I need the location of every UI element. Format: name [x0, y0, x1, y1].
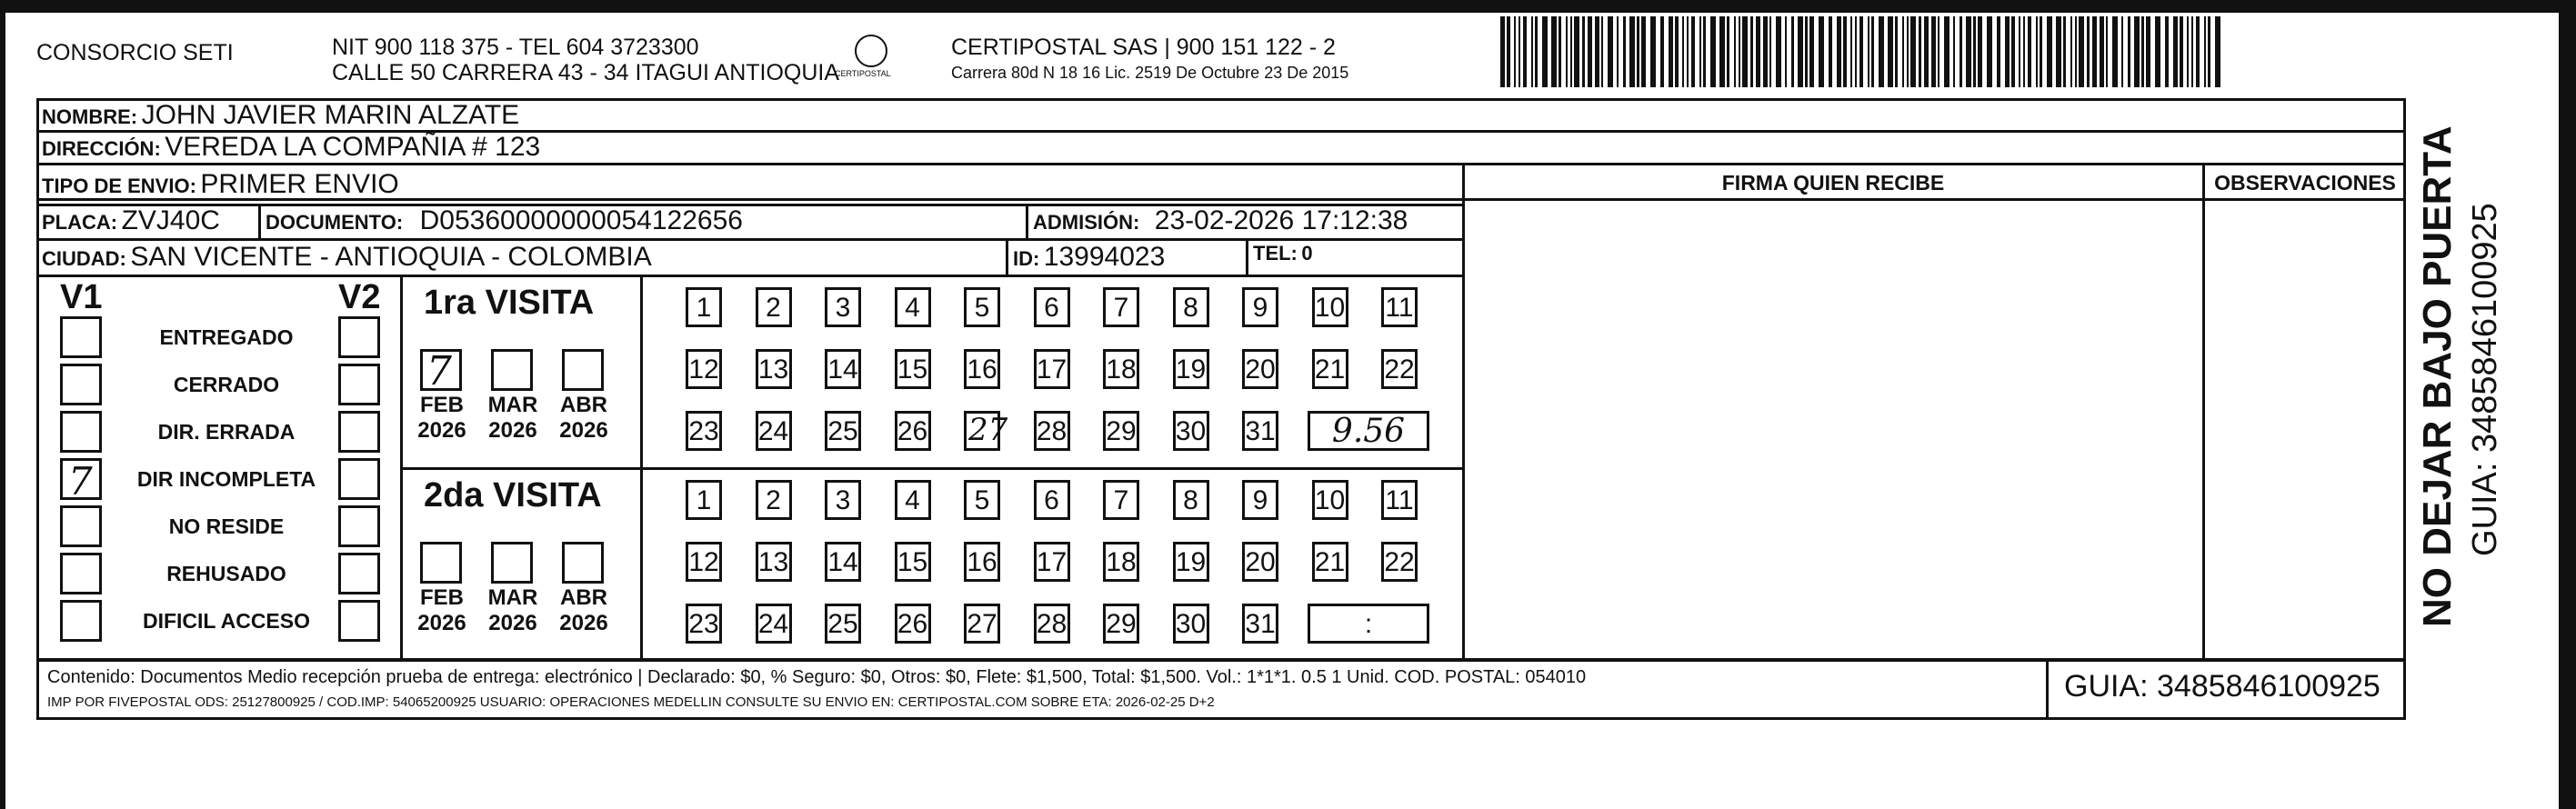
barcode-bar	[1859, 16, 1863, 87]
day-box[interactable]: 26	[895, 604, 931, 644]
left-border	[0, 13, 5, 809]
barcode-bar	[1888, 16, 1893, 87]
barcode-bar	[1601, 16, 1603, 87]
day-box[interactable]: 21	[1312, 542, 1348, 582]
handwritten-mark: 7	[68, 459, 93, 504]
day-box[interactable]: 8	[1173, 480, 1209, 520]
time-value: 9.56	[1331, 413, 1406, 450]
barcode-bar	[1734, 16, 1736, 87]
barcode-bar	[1805, 16, 1808, 87]
barcode-bar	[1637, 16, 1639, 87]
month-name: FEB	[420, 393, 464, 417]
day-box[interactable]: 11	[1381, 287, 1418, 327]
barcode-bar	[1819, 16, 1824, 87]
day-box[interactable]: 16	[964, 542, 1000, 582]
time-value: :	[1364, 609, 1373, 639]
day-box[interactable]: 14	[825, 349, 861, 389]
barcode-bar	[1868, 16, 1869, 87]
day-box[interactable]: 1	[686, 480, 722, 520]
barcode-bar	[1710, 16, 1716, 87]
observaciones-header: OBSERVACIONES	[2214, 171, 2396, 195]
top-border	[0, 0, 2576, 13]
handwritten-mark: 27	[968, 412, 1008, 448]
day-box[interactable]: 12	[686, 349, 722, 389]
day-box[interactable]: 9	[1242, 480, 1278, 520]
day-box[interactable]: 23	[686, 604, 722, 644]
time-box[interactable]	[1308, 411, 1429, 451]
barcode-bar	[1650, 16, 1656, 87]
barcode-bar	[2155, 16, 2160, 87]
day-box[interactable]: 6	[1034, 287, 1070, 327]
col-divider	[258, 204, 261, 240]
barcode-bar	[1798, 16, 1803, 87]
day-box[interactable]: 26	[895, 411, 931, 451]
barcode-bar	[1809, 16, 1814, 87]
day-box[interactable]: 5	[964, 480, 1000, 520]
day-box[interactable]: 20	[1242, 349, 1278, 389]
day-box[interactable]: 12	[686, 542, 722, 582]
barcode-bar	[1837, 16, 1841, 87]
barcode-bar	[1582, 16, 1585, 87]
tel-field	[1253, 242, 1313, 265]
barcode-bar	[1895, 16, 1898, 87]
barcode-bar	[2056, 16, 2061, 87]
barcode-bar	[1843, 16, 1847, 87]
day-box[interactable]: 28	[1034, 411, 1070, 451]
v2-checkbox[interactable]	[338, 505, 380, 547]
barcode-bar	[2112, 16, 2118, 87]
barcode-bar	[1669, 16, 1673, 87]
nombre-field	[42, 100, 519, 131]
day-box[interactable]: 13	[756, 542, 792, 582]
day-box[interactable]: 3	[825, 287, 861, 327]
month-label	[413, 393, 471, 444]
day-box[interactable]: 27	[964, 604, 1000, 644]
second-visit-title: 2da VISITA	[424, 476, 602, 514]
barcode-bar	[1997, 16, 2000, 87]
handwritten-mark: 7	[426, 348, 452, 395]
barcode-bar	[1960, 16, 1962, 87]
month-label	[555, 585, 613, 636]
day-box[interactable]: 7	[1103, 287, 1139, 327]
barcode-bar	[1608, 16, 1613, 87]
direccion-value: VEREDA LA COMPAÑIA # 123	[165, 132, 541, 162]
barcode-bar	[1944, 16, 1950, 87]
day-box[interactable]: 19	[1173, 542, 1209, 582]
day-box[interactable]: 20	[1242, 542, 1278, 582]
barcode-bar	[1623, 16, 1626, 87]
barcode-bar	[1595, 16, 1599, 87]
direccion-label: DIRECCIÓN:	[42, 137, 161, 160]
day-box[interactable]: 4	[895, 480, 931, 520]
barcode-bar	[1531, 16, 1533, 87]
tipo-label: TIPO DE ENVIO:	[42, 175, 196, 197]
day-box[interactable]: 10	[1312, 287, 1348, 327]
barcode-bar	[1829, 16, 1832, 87]
barcode-bar	[1978, 16, 1982, 87]
day-box[interactable]: 6	[1034, 480, 1070, 520]
barcode-bar	[2092, 16, 2097, 87]
barcode-bar	[1966, 16, 1971, 87]
barcode-bar	[2106, 16, 2108, 87]
ciudad-field	[42, 242, 652, 273]
admision-label: ADMISIÓN:	[1033, 211, 1140, 234]
v2-checkbox[interactable]	[338, 316, 380, 358]
month-year: 2026	[488, 418, 537, 443]
day-box[interactable]: 17	[1034, 542, 1070, 582]
month-year: 2026	[559, 418, 608, 443]
barcode-bar	[1910, 16, 1916, 87]
status-label: DIR. ERRADA	[157, 420, 296, 444]
barcode-bar	[1973, 16, 1976, 87]
barcode-bar	[1514, 16, 1516, 87]
barcode-bar	[2191, 16, 2193, 87]
barcode-bar	[1629, 16, 1635, 87]
imp-text: IMP POR FIVEPOSTAL ODS: 25127800925 / COD.IMP: 54065200925 USUARIO: OPERACIONES MEDELLIN CONSULTE SU ENVIO EN: CERTIPOSTAL.COM SOBRE ETA: 2026-02-25 D+2	[47, 694, 1215, 710]
barcode-bar	[1559, 16, 1561, 87]
day-box[interactable]: 14	[825, 542, 861, 582]
month-checkbox[interactable]	[420, 348, 462, 395]
barcode-bar	[2079, 16, 2084, 87]
month-label	[555, 393, 613, 444]
id-field	[1013, 242, 1165, 273]
barcode-bar	[2121, 16, 2123, 87]
month-year: 2026	[417, 611, 466, 635]
day-box[interactable]: 13	[756, 349, 792, 389]
barcode-bar	[2165, 16, 2169, 87]
ciudad-value: SAN VICENTE - ANTIOQUIA - COLOMBIA	[130, 242, 652, 272]
day-box[interactable]: 7	[1103, 480, 1139, 520]
barcode-bar	[2187, 16, 2189, 87]
month-checkbox[interactable]	[491, 349, 533, 391]
company-name: CONSORCIO SETI	[36, 40, 234, 65]
v1-label: V1	[60, 278, 103, 316]
documento-value: D05360000000054122656	[419, 205, 743, 235]
day-box[interactable]: 25	[825, 604, 861, 644]
barcode-bar	[1879, 16, 1884, 87]
month-year: 2026	[488, 611, 537, 635]
row-divider	[36, 163, 2406, 165]
day-box[interactable]: 17	[1034, 349, 1070, 389]
license-line: Carrera 80d N 18 16 Lic. 2519 De Octubre 23 De 2015	[951, 64, 1349, 82]
admision-field	[1033, 205, 1408, 236]
id-label: ID:	[1013, 247, 1040, 270]
col-divider	[1026, 204, 1028, 240]
v2-label: V2	[338, 278, 381, 316]
barcode-bar	[2128, 16, 2130, 87]
row-divider	[36, 275, 1464, 277]
firma-header: FIRMA QUIEN RECIBE	[1721, 171, 1945, 195]
barcode-bar	[1703, 16, 1706, 87]
barcode-bar	[1699, 16, 1701, 87]
barcode-bar	[1551, 16, 1557, 87]
courier-line: CERTIPOSTAL SAS | 900 151 122 - 2	[951, 35, 1336, 60]
barcode-bar	[1750, 16, 1753, 87]
barcode-bar	[1570, 16, 1572, 87]
barcode-bar	[2005, 16, 2010, 87]
tipo-value: PRIMER ENVIO	[200, 169, 399, 199]
status-label: DIFICIL ACCESO	[142, 609, 310, 633]
col-divider	[2202, 164, 2205, 662]
barcode-bar	[1742, 16, 1748, 87]
nit-line: NIT 900 118 375 - TEL 604 3723300	[332, 35, 699, 60]
barcode-bar	[1987, 16, 1992, 87]
barcode-bar	[1523, 16, 1527, 87]
status-label: CERRADO	[173, 373, 280, 396]
barcode-bar	[1682, 16, 1684, 87]
nombre-label: NOMBRE:	[42, 105, 138, 128]
day-box[interactable]: 15	[895, 349, 931, 389]
tipo-field	[42, 169, 399, 200]
status-label: NO RESIDE	[168, 514, 285, 538]
v2-checkbox[interactable]	[338, 411, 380, 453]
barcode-bar	[1776, 16, 1781, 87]
side-guia: GUIA: 3485846100925	[2466, 203, 2504, 556]
barcode-bar	[1675, 16, 1679, 87]
certipostal-logo-icon	[855, 35, 887, 67]
barcode-bar	[1919, 16, 1921, 87]
documento-field	[266, 205, 743, 236]
barcode-bar	[1617, 16, 1619, 87]
barcode-bar	[1588, 16, 1592, 87]
barcode-bar	[1902, 16, 1904, 87]
day-box[interactable]: 8	[1173, 287, 1209, 327]
day-box[interactable]: 1	[686, 287, 722, 327]
barcode-bar	[1691, 16, 1695, 87]
placa-value: ZVJ40C	[121, 205, 220, 235]
day-box[interactable]: 18	[1103, 349, 1139, 389]
v1-checkbox[interactable]	[60, 411, 102, 453]
barcode	[1500, 16, 2228, 87]
footer-divider	[2046, 658, 2049, 720]
month-name: ABR	[560, 585, 607, 610]
v1-checkbox[interactable]	[60, 600, 102, 642]
barcode-bar	[1931, 16, 1936, 87]
day-box[interactable]: 22	[1381, 349, 1418, 389]
col-divider	[1246, 238, 1248, 275]
barcode-bar	[1769, 16, 1771, 87]
day-box[interactable]: 29	[1103, 604, 1139, 644]
id-value: 13994023	[1043, 242, 1166, 272]
barcode-bar	[2204, 16, 2206, 87]
barcode-bar	[1855, 16, 1857, 87]
day-box[interactable]: 28	[1034, 604, 1070, 644]
barcode-bar	[2023, 16, 2025, 87]
day-box[interactable]	[964, 411, 1008, 451]
v2-checkbox[interactable]	[338, 553, 380, 594]
barcode-bar	[1907, 16, 1909, 87]
no-dejar-text: NO DEJAR BAJO PUERTA	[2415, 125, 2460, 627]
barcode-bar	[1727, 16, 1729, 87]
month-label	[413, 585, 471, 636]
month-label	[484, 585, 542, 636]
status-label: ENTREGADO	[159, 325, 294, 349]
day-box[interactable]: 2	[756, 287, 792, 327]
time-box[interactable]	[1308, 604, 1429, 644]
barcode-bar	[1953, 16, 1955, 87]
v2-checkbox[interactable]	[338, 458, 380, 500]
month-checkbox[interactable]	[562, 542, 604, 584]
visit-divider	[400, 467, 1464, 470]
col-divider	[1006, 238, 1008, 275]
barcode-bar	[1938, 16, 1940, 87]
v1-checkbox[interactable]	[60, 316, 102, 358]
barcode-bar	[2036, 16, 2038, 87]
right-border	[2559, 13, 2576, 809]
barcode-bar	[1566, 16, 1568, 87]
month-year: 2026	[417, 418, 466, 443]
documento-label: DOCUMENTO:	[266, 211, 404, 234]
day-box[interactable]: 5	[964, 287, 1000, 327]
day-box[interactable]: 9	[1242, 287, 1278, 327]
barcode-bar	[1791, 16, 1794, 87]
day-box[interactable]: 25	[825, 411, 861, 451]
barcode-bar	[2028, 16, 2031, 87]
barcode-bar	[1756, 16, 1760, 87]
day-box[interactable]: 16	[964, 349, 1000, 389]
barcode-bar	[1871, 16, 1874, 87]
status-label: DIR INCOMPLETA	[136, 467, 316, 491]
placa-label: PLACA:	[42, 211, 118, 234]
barcode-bar	[2141, 16, 2144, 87]
day-box[interactable]: 24	[756, 411, 792, 451]
placa-field	[42, 205, 220, 236]
barcode-bar	[1924, 16, 1929, 87]
day-box[interactable]: 11	[1381, 480, 1418, 520]
barcode-bar	[1850, 16, 1852, 87]
day-box[interactable]: 30	[1173, 604, 1209, 644]
ciudad-label: CIUDAD:	[42, 247, 126, 270]
barcode-bar	[2047, 16, 2052, 87]
nombre-value: JOHN JAVIER MARIN ALZATE	[141, 100, 520, 130]
barcode-bar	[2100, 16, 2104, 87]
barcode-bar	[2196, 16, 2200, 87]
month-checkbox[interactable]	[420, 542, 462, 584]
day-box[interactable]: 18	[1103, 542, 1139, 582]
barcode-bar	[2208, 16, 2210, 87]
v1-checkbox[interactable]	[60, 364, 102, 405]
row-divider	[36, 238, 1464, 241]
tel-value: 0	[1301, 242, 1313, 265]
barcode-bar	[1519, 16, 1520, 87]
barcode-bar	[2180, 16, 2183, 87]
barcode-bar	[1763, 16, 1768, 87]
barcode-bar	[2215, 16, 2220, 87]
barcode-bar	[1660, 16, 1664, 87]
direccion-field	[42, 132, 540, 163]
barcode-bar	[1739, 16, 1740, 87]
v1-checkbox[interactable]	[60, 458, 102, 504]
day-box[interactable]: 31	[1242, 411, 1278, 451]
first-visit-title: 1ra VISITA	[424, 284, 595, 322]
day-box[interactable]: 4	[895, 287, 931, 327]
barcode-bar	[1542, 16, 1548, 87]
day-box[interactable]: 29	[1103, 411, 1139, 451]
barcode-bar	[2087, 16, 2090, 87]
day-box[interactable]: 21	[1312, 349, 1348, 389]
admision-value: 23-02-2026 17:12:38	[1154, 205, 1408, 235]
col-divider	[1462, 164, 1465, 662]
barcode-bar	[1507, 16, 1510, 87]
day-box[interactable]: 30	[1173, 411, 1209, 451]
day-box[interactable]: 10	[1312, 480, 1348, 520]
barcode-bar	[1719, 16, 1725, 87]
day-box[interactable]: 3	[825, 480, 861, 520]
barcode-bar	[2019, 16, 2020, 87]
barcode-bar	[2070, 16, 2072, 87]
status-label: REHUSADO	[166, 562, 286, 585]
month-name: MAR	[487, 393, 538, 417]
v1-checkbox[interactable]	[60, 553, 102, 594]
day-box[interactable]: 15	[895, 542, 931, 582]
barcode-bar	[1500, 16, 1505, 87]
day-box[interactable]: 23	[686, 411, 722, 451]
footer-guia: GUIA: 3485846100925	[2064, 669, 2381, 704]
barcode-bar	[2146, 16, 2150, 87]
barcode-bar	[1785, 16, 1787, 87]
barcode-bar	[2075, 16, 2077, 87]
contenido-text: Contenido: Documentos Medio recepción prueba de entrega: electrónico | Declarado: $0, % Seguro: $0, Otros: $0, Flete: $1,500, Total: $1,500. Vol.: 1*1*1. 0.5 1 Unid. COD. POSTAL: 054010	[47, 667, 1587, 687]
month-label	[484, 393, 542, 444]
month-name: ABR	[560, 393, 607, 417]
barcode-bar	[2063, 16, 2066, 87]
address-line: CALLE 50 CARRERA 43 - 34 ITAGUI ANTIOQUIA	[332, 60, 840, 85]
v1-checkbox[interactable]	[60, 505, 102, 547]
day-box[interactable]: 19	[1173, 349, 1209, 389]
month-checkbox[interactable]	[562, 349, 604, 391]
day-box[interactable]: 22	[1381, 542, 1418, 582]
month-name: MAR	[487, 585, 538, 610]
month-checkbox[interactable]	[491, 542, 533, 584]
barcode-bar	[2011, 16, 2015, 87]
month-year: 2026	[559, 611, 608, 635]
day-box[interactable]: 2	[756, 480, 792, 520]
v2-checkbox[interactable]	[338, 364, 380, 405]
barcode-bar	[1574, 16, 1579, 87]
barcode-bar	[2040, 16, 2042, 87]
barcode-bar	[2173, 16, 2178, 87]
tel-label: TEL:	[1253, 242, 1298, 265]
month-name: FEB	[420, 585, 464, 610]
day-box[interactable]: 31	[1242, 604, 1278, 644]
day-box[interactable]: 24	[756, 604, 792, 644]
barcode-bar	[1535, 16, 1538, 87]
logo-text: CERTIPOSTAL	[835, 69, 891, 78]
barcode-bar	[2134, 16, 2140, 87]
v2-checkbox[interactable]	[338, 600, 380, 642]
barcode-bar	[1641, 16, 1646, 87]
barcode-bar	[1687, 16, 1689, 87]
